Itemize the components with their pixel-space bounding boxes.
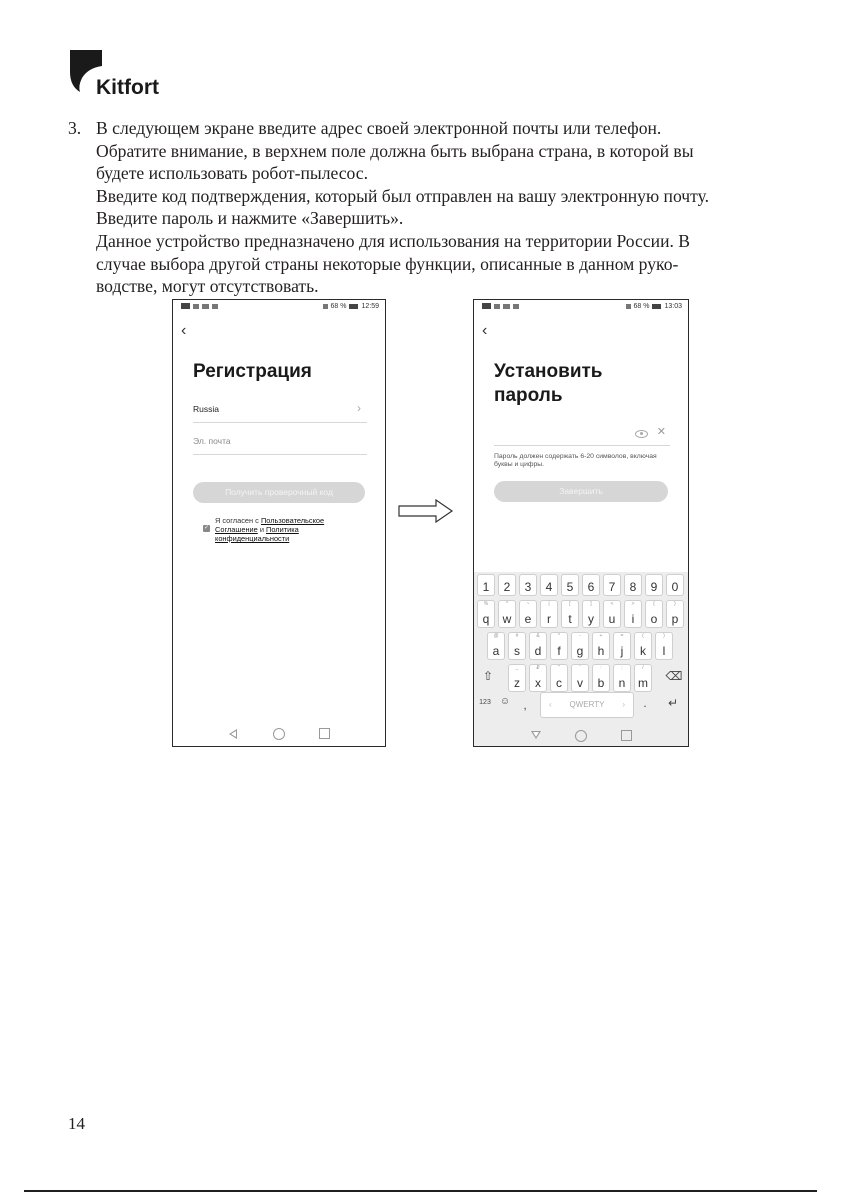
vibrate-icon <box>626 304 631 309</box>
chevron-right-icon: › <box>622 700 625 709</box>
key-secondary-symbol: _ <box>515 665 519 671</box>
key-label: v <box>577 676 583 690</box>
key-label: r <box>547 612 551 626</box>
key-label: s <box>514 644 520 658</box>
close-icon[interactable]: ✕ <box>656 426 666 438</box>
navigation-bar <box>474 728 688 744</box>
privacy-policy-link[interactable]: Политика конфиденциальности <box>215 525 299 543</box>
battery-icon <box>349 304 358 309</box>
key-c[interactable] <box>550 664 568 692</box>
sim-icon <box>181 303 190 309</box>
key-t[interactable] <box>561 600 579 628</box>
status-time: 13:03 <box>664 303 682 310</box>
get-code-button[interactable]: Получить проверочный код <box>193 482 365 503</box>
key-label: q <box>482 612 490 626</box>
key-z[interactable] <box>508 664 526 692</box>
page-title-line-2: пароль <box>494 385 563 406</box>
key-secondary-symbol: " <box>558 665 560 671</box>
key-label: 0 <box>671 580 679 594</box>
key-1[interactable] <box>477 574 495 596</box>
mode-123-key[interactable]: 123 <box>479 699 491 706</box>
emoji-icon[interactable]: ☺ <box>499 696 511 707</box>
key-9[interactable] <box>645 574 663 596</box>
status-bar <box>181 303 379 313</box>
key-label: w <box>502 612 512 626</box>
instruction-line-8: водстве, могут отсутствовать. <box>96 276 319 297</box>
key-secondary-symbol: ; <box>621 665 623 671</box>
status-time: 12:59 <box>361 303 379 310</box>
key-7[interactable] <box>603 574 621 596</box>
wifi-icon <box>503 304 510 309</box>
page-title: Регистрация <box>193 361 312 382</box>
vibrate-icon <box>323 304 328 309</box>
space-key[interactable] <box>540 692 634 718</box>
nfc-icon <box>513 304 519 309</box>
arrow-right-icon <box>398 499 454 523</box>
instruction-line-2: Обратите внимание, в верхнем поле должна быть выбрана страна, в которой вы <box>96 140 694 161</box>
back-chevron-icon[interactable]: ‹ <box>482 322 488 339</box>
nfc-icon <box>212 304 218 309</box>
password-field[interactable] <box>494 445 670 446</box>
key-r[interactable] <box>540 600 558 628</box>
instruction-line-6: Данное устройство предназначено для использования на территории России. В <box>96 231 691 251</box>
key-g[interactable] <box>571 632 589 660</box>
kitfort-logo <box>68 48 188 100</box>
key-secondary-symbol: ( <box>642 633 644 639</box>
email-placeholder: Эл. почта <box>193 436 231 446</box>
nav-home-icon[interactable] <box>273 728 285 740</box>
key-n[interactable] <box>613 664 631 692</box>
key-secondary-symbol: & <box>536 633 540 639</box>
agreement-checkbox[interactable]: ✓ <box>203 525 210 531</box>
key-label: y <box>588 612 594 626</box>
nav-back-icon[interactable] <box>229 729 237 739</box>
key-secondary-symbol: ~ <box>526 601 530 607</box>
wifi-icon <box>202 304 209 309</box>
signal-icon <box>494 304 500 309</box>
key-3[interactable] <box>519 574 537 596</box>
key-l[interactable] <box>655 632 673 660</box>
key-secondary-symbol: < <box>610 601 614 607</box>
key-label: 6 <box>587 580 595 594</box>
finish-button[interactable]: Завершить <box>494 481 668 502</box>
key-label: x <box>535 676 541 690</box>
page-number: 14 <box>68 1114 85 1133</box>
enter-icon[interactable]: ↵ <box>667 696 679 710</box>
key-v[interactable] <box>571 664 589 692</box>
key-label: o <box>650 612 658 626</box>
space-key-label: QWERTY <box>569 700 605 709</box>
brand-name: Kitfort <box>96 76 159 99</box>
key-label: c <box>556 676 562 690</box>
nav-home-icon[interactable] <box>575 730 587 742</box>
key-label: d <box>534 644 542 658</box>
key-secondary-symbol: ^ <box>505 601 509 607</box>
key-label: j <box>620 644 624 658</box>
key-secondary-symbol: } <box>674 601 676 607</box>
key-o[interactable] <box>645 600 663 628</box>
key-secondary-symbol: / <box>642 665 644 671</box>
key-x[interactable] <box>529 664 547 692</box>
key-label: k <box>640 644 646 658</box>
key-h[interactable] <box>592 632 610 660</box>
key-secondary-symbol: = <box>620 633 624 639</box>
sim-icon <box>482 303 491 309</box>
key-secondary-symbol: % <box>483 601 489 607</box>
key-label: 5 <box>566 580 574 594</box>
key-p[interactable] <box>666 600 684 628</box>
key-f[interactable] <box>550 632 568 660</box>
backspace-icon[interactable]: ⌫ <box>665 669 683 683</box>
key-5[interactable] <box>561 574 579 596</box>
key-secondary-symbol: # <box>515 633 519 639</box>
nav-hide-keyboard-icon[interactable] <box>531 731 541 739</box>
key-label: m <box>638 676 648 690</box>
instruction-line-3: будете использовать робот-пылесос. <box>96 163 368 184</box>
key-label: 4 <box>545 580 553 594</box>
registration-screen <box>172 299 386 747</box>
key-label: p <box>671 612 679 626</box>
key-k[interactable] <box>634 632 652 660</box>
back-chevron-icon[interactable]: ‹ <box>181 322 187 339</box>
chevron-right-icon: › <box>357 401 361 415</box>
agreement-text <box>215 516 353 543</box>
key-label: t <box>568 612 572 626</box>
key-label: i <box>631 612 635 626</box>
key-secondary-symbol: @ <box>493 633 499 639</box>
country-selector[interactable] <box>193 398 367 423</box>
page-title-line-1: Установить <box>494 361 603 382</box>
navigation-bar <box>173 726 385 742</box>
key-label: 2 <box>503 580 511 594</box>
key-secondary-symbol: * <box>558 633 560 639</box>
battery-icon <box>652 304 661 309</box>
key-label: e <box>524 612 532 626</box>
battery-percent: 68 % <box>330 303 347 310</box>
key-label: 9 <box>650 580 658 594</box>
email-field[interactable] <box>193 430 367 455</box>
signal-icon <box>193 304 199 309</box>
key-label: a <box>492 644 500 658</box>
key-secondary-symbol: > <box>631 601 635 607</box>
key-a[interactable] <box>487 632 505 660</box>
key-label: n <box>618 676 626 690</box>
key-secondary-symbol: ] <box>590 601 592 607</box>
key-8[interactable] <box>624 574 642 596</box>
key-label: 1 <box>482 580 490 594</box>
key-b[interactable] <box>592 664 610 692</box>
key-label: 7 <box>608 580 616 594</box>
shift-icon[interactable]: ⇧ <box>482 669 494 683</box>
key-s[interactable] <box>508 632 526 660</box>
key-secondary-symbol: ' <box>579 665 581 671</box>
key-i[interactable] <box>624 600 642 628</box>
nav-recent-icon[interactable] <box>621 730 632 741</box>
key-u[interactable] <box>603 600 621 628</box>
user-agreement-link[interactable]: Пользовательское Соглашение <box>215 516 325 534</box>
key-d[interactable] <box>529 632 547 660</box>
instruction-line-7: случае выбора другой страны некоторые функции, описанные в данном руко- <box>96 253 679 274</box>
key-w[interactable] <box>498 600 516 628</box>
key-j[interactable] <box>613 632 631 660</box>
comma-key[interactable]: , <box>523 698 527 712</box>
key-m[interactable] <box>634 664 652 692</box>
step-number: 3. <box>68 118 82 138</box>
key-secondary-symbol: { <box>653 601 655 607</box>
key-label: b <box>597 676 605 690</box>
instruction-line-4: Введите код подтверждения, который был отправлен на вашу электронную почту. <box>96 185 710 206</box>
key-secondary-symbol: [ <box>569 601 571 607</box>
key-y[interactable] <box>582 600 600 628</box>
set-password-screen <box>473 299 689 747</box>
instruction-line-1: В следующем экране введите адрес своей электронной почты или телефон. <box>96 118 662 138</box>
nav-recent-icon[interactable] <box>319 728 330 739</box>
key-label: z <box>514 676 520 690</box>
key-label: h <box>597 644 605 658</box>
key-4[interactable] <box>540 574 558 596</box>
key-label: g <box>576 644 584 658</box>
key-label: f <box>557 644 561 658</box>
agreement-middle: и <box>257 525 267 534</box>
instruction-line-5: Введите пароль и нажмите «Завершить». <box>96 208 404 229</box>
agreement-prefix: Я согласен с <box>215 516 261 525</box>
key-secondary-symbol: ₽ <box>536 665 540 671</box>
key-label: 3 <box>524 580 532 594</box>
key-label: 8 <box>629 580 637 594</box>
battery-percent: 68 % <box>633 303 650 310</box>
country-value: Russia <box>193 404 219 414</box>
key-e[interactable] <box>519 600 537 628</box>
keyboard <box>474 572 688 746</box>
key-6[interactable] <box>582 574 600 596</box>
key-0[interactable] <box>666 574 684 596</box>
key-secondary-symbol: : <box>600 665 602 671</box>
chevron-left-icon: ‹ <box>549 700 552 709</box>
key-secondary-symbol: + <box>599 633 603 639</box>
password-hint: Пароль должен содержать 6-20 символов, включая буквы и цифры. <box>494 453 657 469</box>
key-secondary-symbol: | <box>548 601 550 607</box>
key-secondary-symbol: - <box>579 633 581 639</box>
key-secondary-symbol: ) <box>663 633 665 639</box>
key-2[interactable] <box>498 574 516 596</box>
status-bar <box>482 303 682 313</box>
bottom-rule <box>24 1190 817 1192</box>
eye-icon[interactable] <box>635 430 648 438</box>
key-label: l <box>662 644 666 658</box>
period-key[interactable]: . <box>643 696 647 710</box>
key-q[interactable] <box>477 600 495 628</box>
key-label: u <box>608 612 616 626</box>
